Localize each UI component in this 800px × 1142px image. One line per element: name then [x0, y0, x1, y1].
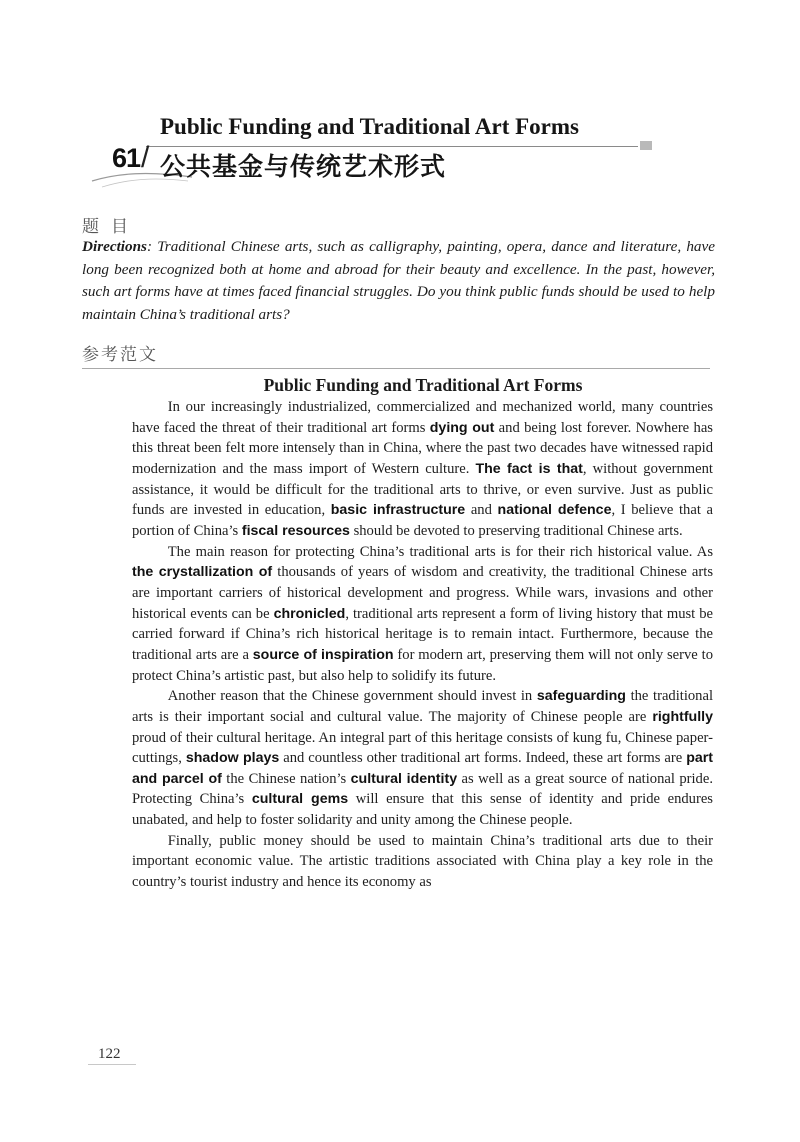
paragraph-text: Finally, public money should be used to maintain China’s traditional arts due to their important economic value. The artistic traditions associated with China play a key role in the country’s tourist industry and hence its economy as	[132, 832, 713, 891]
paragraph-text: The main reason for protecting China’s traditional arts is for their rich historical value. As	[167, 543, 713, 560]
key-phrase: chronicled	[273, 605, 346, 622]
key-phrase: rightfully	[652, 708, 713, 725]
chapter-title-cn: 公共基金与传统艺术形式	[160, 152, 447, 181]
paragraph-text: for modern art, preserving them will not only serve to protect China’s artistic past, but also help to solidify its future.	[132, 646, 714, 684]
key-phrase: cultural identity	[350, 770, 458, 787]
chapter-title-en: Public Funding and Traditional Art Forms	[160, 114, 579, 139]
directions-prompt	[82, 236, 715, 326]
paragraph-text: , I believe that a portion of China’s	[132, 502, 713, 539]
topic-heading: 题目	[82, 217, 140, 237]
chapter-number-separator: /	[141, 141, 150, 174]
paragraph-text: proud of their cultural heritage. An integral part of this heritage consists of kung fu, Chinese paper-cuttings,	[132, 729, 713, 767]
key-phrase: safeguarding	[536, 688, 626, 705]
key-phrase: source of inspiration	[252, 646, 394, 663]
essay-paragraph	[132, 397, 713, 542]
essay-title: Public Funding and Traditional Art Forms	[263, 375, 583, 395]
key-phrase: national defence	[497, 502, 612, 519]
paragraph-text: will ensure that this sense of identity and pride endures unabated, and help to foster solidarity and unity among the Chinese people.	[132, 791, 713, 829]
paragraph-text: thousands of years of wisdom and creativity, the traditional Chinese arts are important carriers of historical development and progress. While wars, invasions and other historical events can be	[132, 564, 714, 622]
page-number: 122	[98, 1046, 121, 1062]
paragraph-text: and	[465, 502, 498, 519]
essay-paragraph	[132, 831, 713, 893]
paragraph-text: , traditional arts represent a form of living history that must be carried forward if China’s rich historical heritage is to remain intact. Furthermore, because the traditional arts are a	[132, 605, 713, 663]
key-phrase: the crystallization of	[132, 564, 273, 581]
paragraph-text: should be devoted to preserving traditional Chinese arts.	[349, 522, 683, 539]
key-phrase: shadow plays	[185, 750, 280, 767]
paragraph-text: and countless other traditional art forms. Indeed, these art forms are	[279, 750, 687, 767]
key-phrase: basic infrastructure	[330, 502, 466, 519]
paragraph-text: Another reason that the Chinese government should invest in	[167, 688, 537, 705]
essay-paragraph	[132, 542, 713, 687]
rule-end-mark	[640, 141, 652, 150]
essay-body	[132, 397, 713, 893]
paragraph-text: as well as a great source of national pride. Protecting China’s	[132, 770, 713, 808]
essay-paragraph	[132, 686, 713, 831]
key-phrase: cultural gems	[251, 791, 349, 808]
directions-label: Directions	[82, 238, 147, 255]
page-number-rule	[88, 1064, 136, 1065]
paragraph-text: the traditional arts is their important social and cultural value. The majority of Chinese people are	[132, 688, 714, 725]
essay-divider	[82, 368, 710, 369]
key-phrase: The fact is that	[475, 460, 583, 477]
directions-text: : Traditional Chinese arts, such as calligraphy, painting, opera, dance and literature, have long been recognized both at home and abroad for their beauty and excellence. In the past, however, such art forms have at times faced financial struggles. Do you think public funds should be used to help maintain China’s traditional arts?	[82, 238, 715, 323]
paragraph-text: In our increasingly industrialized, commercialized and mechanized world, many countries have faced the threat of their traditional art forms	[132, 399, 713, 436]
key-phrase: part and parcel of	[132, 750, 713, 787]
paragraph-text: , without government assistance, it would be difficult for the traditional arts to thrive, or even survive. Just as public funds are invested in education,	[132, 460, 713, 519]
key-phrase: dying out	[429, 419, 495, 436]
key-phrase: fiscal resources	[241, 522, 350, 539]
chapter-number: 61	[112, 143, 141, 173]
paragraph-text: and being lost forever. Nowhere has this threat been felt more intensely than in China, where the past two decades have witnessed rapid modernization and the mass import of Western culture.	[132, 419, 713, 477]
model-essay-heading: 参考范文	[82, 345, 158, 365]
paragraph-text: the Chinese nation’s	[221, 770, 351, 787]
